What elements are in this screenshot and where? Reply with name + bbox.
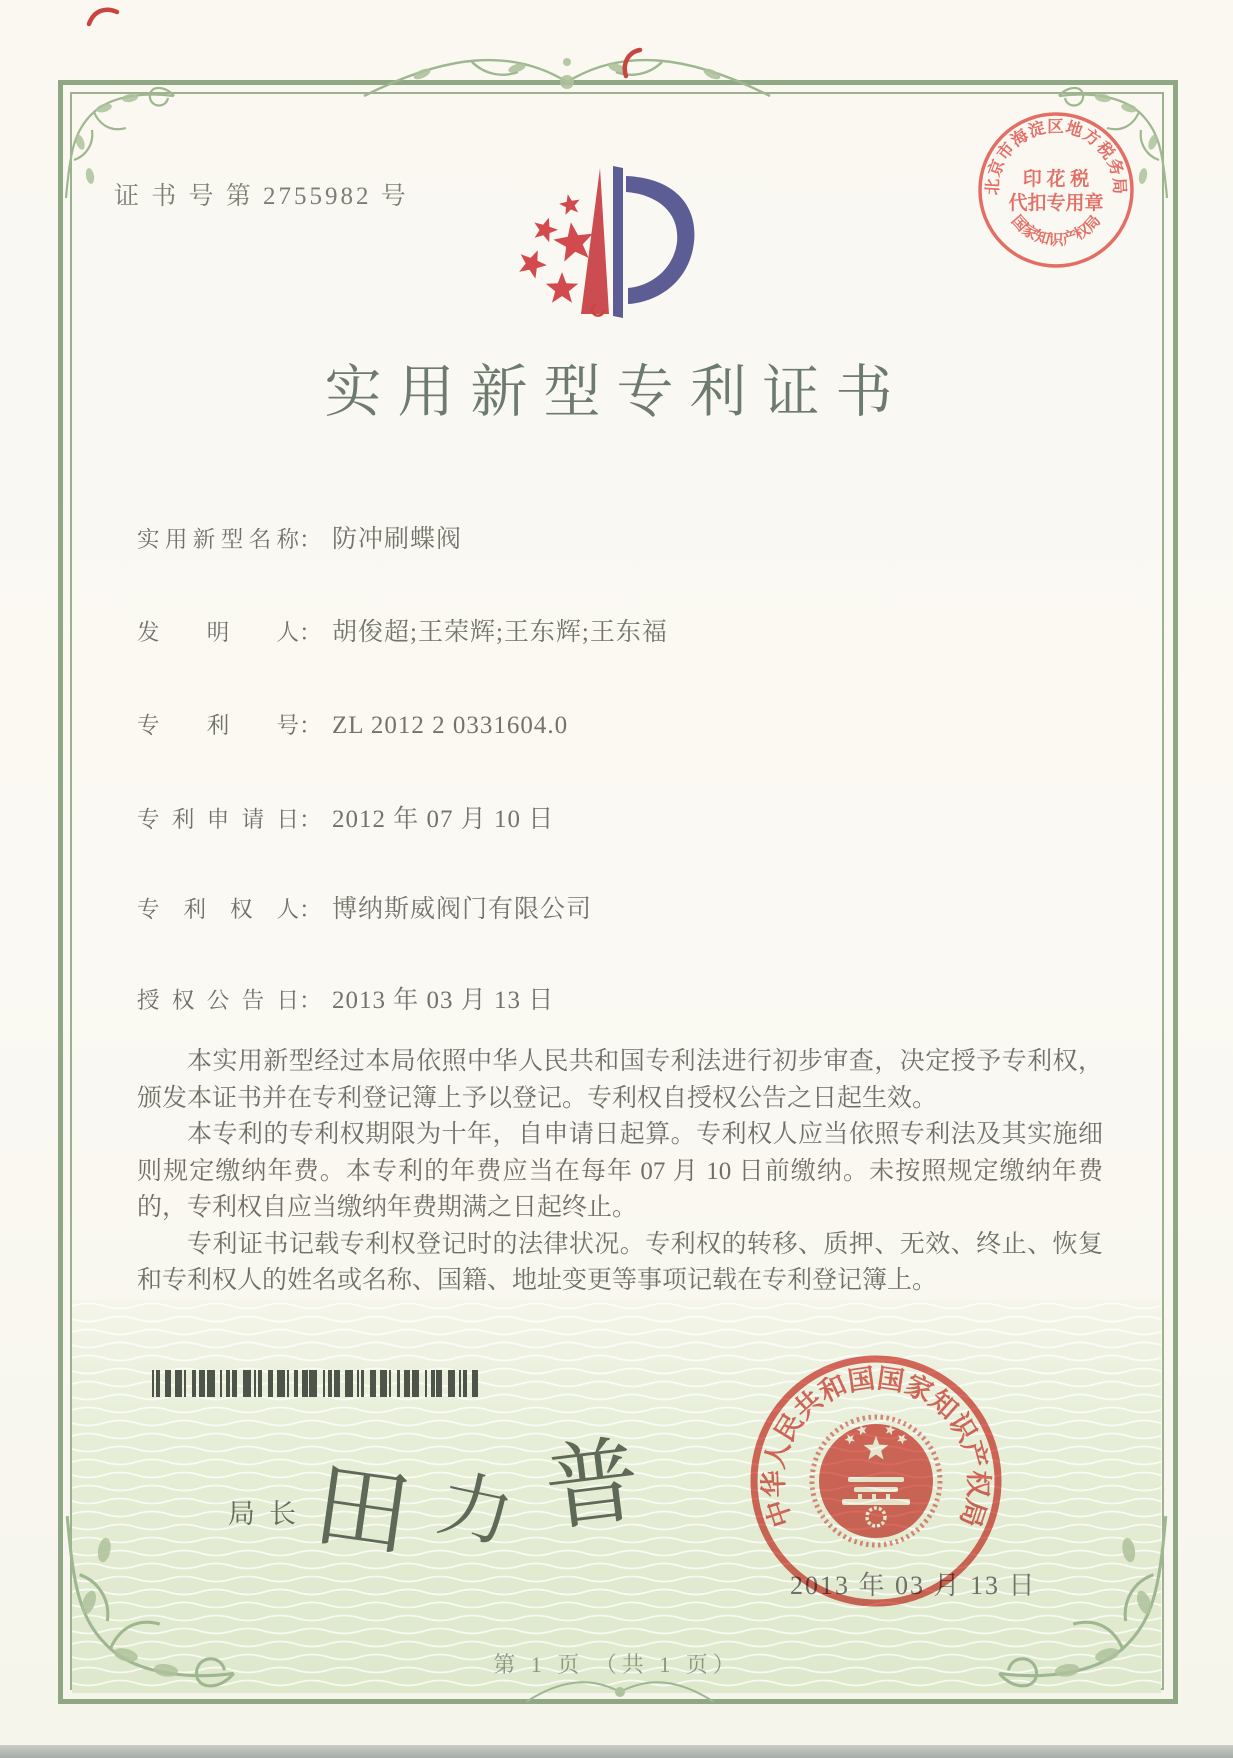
field-row [137, 524, 462, 558]
page-footer: 第 1 页 （共 1 页） [493, 1652, 740, 1677]
field-colon: ： [299, 713, 322, 738]
field-row [137, 804, 554, 838]
field-value: ZL 2012 2 0331604.0 [332, 712, 569, 739]
revenue-stamp-seal [971, 105, 1141, 275]
field-colon: ： [299, 807, 322, 832]
logo-p-bowl [626, 176, 694, 304]
svg-text:国家知识产权局 [1008, 212, 1104, 249]
field-label: 专利权人 [137, 897, 299, 922]
field-value: 2012 年 07 月 10 日 [332, 806, 555, 833]
logo-p-stem [613, 166, 623, 318]
legal-paragraph: 本专利的专利权期限为十年，自申请日起算。专利权人应当依照专利法及其实施细则规定缴纳年费。本专利的年费应当在每年 07 月 10 日前缴纳。未按照规定缴纳年费的，专利权自应当缴纳年费期满之日起终止。 [137, 1121, 1103, 1221]
patent-office-logo-icon [450, 146, 710, 326]
national-emblem-icon [812, 1417, 940, 1545]
logo-stars-icon [519, 194, 593, 303]
field-label: 专利申请日 [137, 807, 299, 832]
scan-edge-strip [0, 1745, 1233, 1758]
signature-char: 力 [430, 1463, 521, 1559]
stamp-arc-top-text: 北京市海淀区地方税务局 [982, 116, 1130, 196]
gov-office-seal [726, 1331, 1026, 1631]
barcode [152, 1370, 476, 1397]
legal-paragraph: 专利证书记载专利权登记时的法律状况。专利权的转移、质押、无效、终止、恢复和专利权人的姓名或名称、国籍、地址变更等事项记载在专利登记簿上。 [137, 1230, 1103, 1294]
director-signature [307, 1418, 646, 1571]
field-colon: ： [299, 988, 322, 1013]
legal-text [137, 1044, 1103, 1300]
top-swag-ornament-icon [352, 40, 782, 112]
field-colon: ： [299, 620, 322, 645]
field-colon: ： [299, 527, 322, 552]
field-value: 胡俊超;王荣辉;王东辉;王东福 [332, 619, 668, 646]
field-row [137, 985, 554, 1019]
seal-arc-text: 中华人民共和国国家知识产权局 [758, 1363, 994, 1531]
red-brush-mark-icon [86, 4, 120, 30]
field-label: 发明人 [137, 620, 299, 645]
red-brush-mark-icon [620, 46, 644, 80]
field-row [137, 710, 568, 744]
field-row [137, 617, 668, 651]
certificate-title: 实用新型专利证书 [324, 361, 909, 424]
signature-char: 普 [539, 1428, 646, 1544]
field-value: 防冲刷蝶阀 [332, 526, 463, 553]
field-label: 授权公告日 [137, 988, 299, 1013]
field-label: 实用新型名称 [137, 527, 299, 552]
field-value: 2013 年 03 月 13 日 [332, 987, 555, 1014]
stamp-arc-bottom-text: 国家知识产权局 [1007, 212, 1105, 249]
seal-date: 2013 年 03 月 13 日 [790, 1571, 1037, 1600]
field-value: 博纳斯威阀门有限公司 [332, 896, 593, 923]
signature-char: 田 [307, 1450, 418, 1571]
director-title: 局长 [228, 1499, 310, 1529]
stamp-center-line2: 代扣专用章 [1008, 193, 1104, 214]
field-label: 专利号 [137, 713, 299, 738]
stamp-center-line1: 印 花 税 [1022, 169, 1090, 190]
field-row [137, 894, 592, 928]
field-colon: ： [299, 897, 322, 922]
legal-paragraph: 本实用新型经过本局依照中华人民共和国专利法进行初步审查，决定授予专利权，颁发本证书并在专利登记簿上予以登记。专利权自授权公告之日起生效。 [137, 1048, 1103, 1112]
certificate-number: 证 书 号 第 2755982 号 [114, 183, 409, 210]
